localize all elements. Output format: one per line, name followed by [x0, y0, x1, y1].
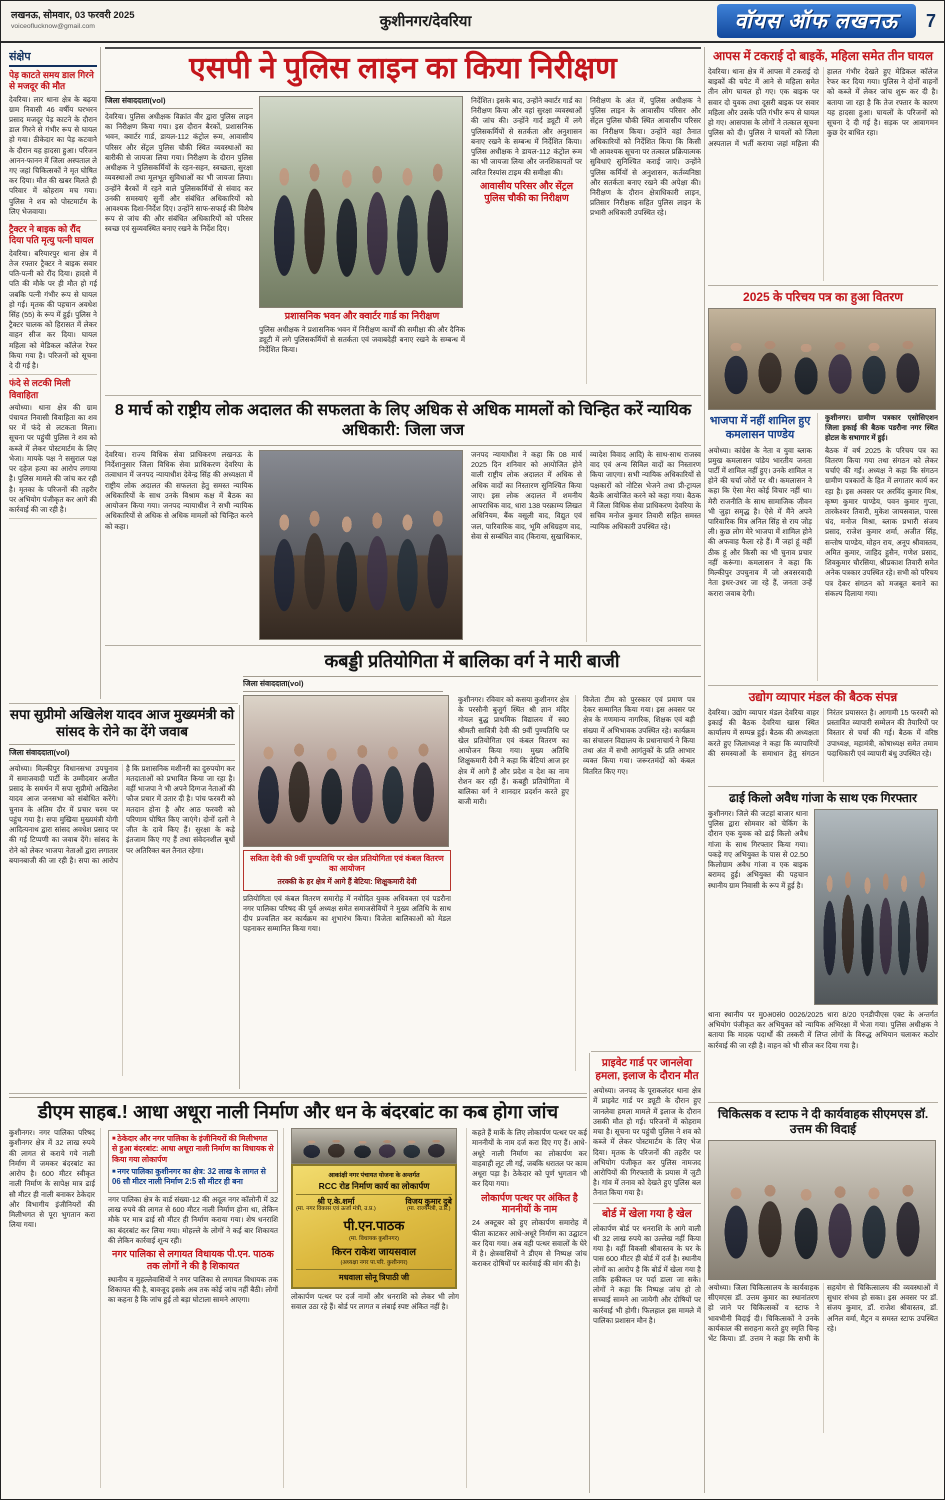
parichay-caption: कुशीनगर। ग्रामीण पत्रकार एसोसिएशन जिला इकाई की बैठक पडरौना नगर स्थित होटल के सभागार में हुई। — [825, 413, 938, 443]
dm-body-3: स्थानीय व मुहल्लेवासियों ने नगर पालिका से लगायत विधायक तक शिकायत की है, बावजूद इसके अब तक कोई जांच नहीं बैठी। लोगों का कहना है कि जांच हुई तो बड़ा घोटाला सामने आएगा। — [108, 1274, 278, 1305]
divider — [708, 285, 938, 286]
lead-body-3b: निरीक्षण के अंत में, पुलिस अधीक्षक ने पुलिस लाइन के आवासीय परिसर और सेंट्रल पुलिस चौकी स्थित आवासीय परिसर का निरीक्षण किया। उन्होंने वहां तैनात अधिकारियों को निर्देशित किया कि किसी भी आवश्यक सूचना पर तत्काल प्रक्रियात्मक सुविधाएं सुनिश्चित कराई जाएं। उन्होंने पुलिस कर्मियों से अनुशासन, कर्तव्यनिष्ठा और सतर्कता बनाए रखने की अपेक्षा की। निरीक्षण के दौरान क्षेत्राधिकारी लाइन, प्रतिसार निरीक्षक सहित पुलिस लाइन के प्रभारी अधिकारी उपस्थित रहे। — [590, 96, 701, 218]
contact-email: voiceoflucknow@gmail.com — [11, 22, 95, 30]
foundation-stone-plaque — [291, 1164, 457, 1289]
divider — [9, 1093, 587, 1094]
police-inspection-photo — [259, 96, 463, 308]
guard-story — [593, 1057, 701, 1199]
header-left — [11, 10, 135, 31]
cms-farewell-story — [708, 1107, 938, 1433]
cms-headline: चिकित्सक व स्टाफ ने दी कार्यवाहक सीएमएस डॉ. उत्तम की विदाई — [717, 1107, 929, 1136]
lead-body-2: पुलिस अधीक्षक ने प्रशासनिक भवन में निरीक्षण कार्यों की समीक्षा की और दैनिक ड्यूटी में लगे पुलिसकर्मियों से सतर्कता एवं जवाबदेही बनाए रखने के सम्बन्ध में निर्देशित किया। — [259, 324, 465, 355]
dm-body-5: लोकार्पण पत्थर पर दर्ज नामों और धनराशि को लेकर भी लोग सवाल उठा रहे हैं। बोर्ड पर लागत व लंबाई स्पष्ट अंकित नहीं है। — [291, 1292, 459, 1312]
dm-col-2 — [108, 1128, 284, 1488]
kabaddi-headline: कबड्डी प्रतियोगिता में बालिका वर्ग ने मारी बाजी — [243, 649, 701, 677]
stone-right-name — [405, 1197, 452, 1213]
udyog-headline: उद्योग व्यापार मंडल की बैठक संपन्न — [748, 690, 898, 704]
dm-bullet-2: ■ नगर पालिका कुशीनगर का क्षेत्र: 32 लाख के लागत से 06 सौ मीटर नाली निर्माण 2:5 सौ मीटर ही बना — [112, 1167, 274, 1187]
dm-subhead-stone: लोकार्पण पत्थर पर अंकित है माननीयों के नाम — [481, 1192, 578, 1216]
board-body: लोकार्पण बोर्ड पर धनराशि के आगे वाली थी 32 लाख रुपये का उल्लेख नहीं किया गया है। वहीं विकसी श्रीवास्तव के घर के पास 600 मीटर ही बोर्ड में दर्ज है। स्थानीय लोगों का आरोप है कि बोर्ड में खेला गया है ताकि हकीकत पर पर्दा डाला जा सके। लोगों ने कहा कि निष्पक्ष जांच हो तो सच्चाई सामने आ जायेगी और दोषियों पर कार्रवाई भी होगी। फिलहाल इस मामले में पालिका प्रशासन मौन है। — [593, 1223, 701, 1325]
bjp-story — [708, 413, 818, 681]
sapa-story — [9, 707, 235, 1089]
dm-body-4: कहते हैं मार्के के लिए लोकार्पण पत्थर पर कई माननीयों के नाम दर्ज करा दिए गए हैं। आधे-अधूरे नाली निर्माण का लोकार्पण कर वाहवाही लूट ली गई, जबकि धरातल पर काम अधूरा पड़ा है। ठेकेदार को पूर्ण भुगतान भी कर दिया गया। — [472, 1128, 587, 1189]
masthead: वॉयस ऑफ लखनऊ — [717, 4, 916, 38]
briefs-column — [9, 49, 97, 699]
kabaddi-body-col-1: कुशीनगर। रविवार को कसया कुशीनगर क्षेत्र के परसौनी बुजुर्ग स्थित श्री ज्ञान मंदिर गोयल बुद्ध प्राथमिक विद्यालय में स्व0 श्रीमती सावित्री देवी की 9वीं पुण्यतिथि पर खेल प्रतियोगिता एवं कंबल वितरण का आयोजन किया गया। मुख्य अतिथि शिक्षुकमारी देवी ने कहा कि बेटियां आज हर क्षेत्र में आगे हैं और प्रदेश व देश का नाम रोशन कर रही हैं। कबड्डी प्रतियोगिता में बालिका वर्ग ने शानदार प्रदर्शन करते हुए बाजी मारी। — [458, 695, 576, 1071]
brief-story — [9, 224, 97, 375]
divider — [593, 1203, 701, 1204]
divider — [589, 1053, 590, 1493]
stone-line-1: आकांक्षी नगर पंचायत योजना के अन्तर्गत — [328, 1172, 420, 1180]
dateline: लखनऊ, सोमवार, 03 फरवरी 2025 — [11, 10, 135, 22]
lok-adalat-body-left: देवरिया। राज्य विधिक सेवा प्राधिकरण लखनऊ के निर्देशानुसार जिला विधिक सेवा प्राधिकरण देवरिया के तत्वाधान में जनपद न्यायाधीश देवेन्द्र सिंह की अध्यक्षता में राष्ट्रीय लोक अदालत की सफलता हेतु समस्त न्यायिक अधिकारियों के साथ उनके विश्राम कक्ष में बैठक का आयोजन किया गया। जनपद न्यायाधीश ने सभी न्यायिक अधिकारियों से अधिक से अधिक मामलों को चिन्हित करने को कहा। — [105, 450, 253, 531]
lok-adalat-story — [105, 399, 701, 643]
lead-body-3a: निर्देशित। इसके बाद, उन्होंने क्वार्टर गार्ड का निरीक्षण किया और वहां सुरक्षा व्यवस्थाओं की जांच की। उन्होंने गार्द ड्यूटी में लगे पुलिसकर्मियों से सतर्कता और अनुशासन बनाए रखने के सम्बन्ध में निर्देशित किया। पुलिस अधीक्षक ने डायल-112 कंट्रोल रूम का भी जायजा लिया और जनशिकायतों पर त्वरित रिस्पांस टाइम की समीक्षा की। — [471, 96, 582, 177]
page-header — [1, 1, 945, 43]
kabaddi-box-line-2: तरक्की के हर क्षेत्र में आगे हैं बेटिया: शिक्षुकमारी देवी — [277, 876, 417, 886]
dm-body-2: नगर पालिका क्षेत्र के वार्ड संख्या-12 की अदूल नगर कॉलोनी में 32 लाख रुपये की लागत से 600 मीटर नाली निर्माण होना था, लेकिन मौके पर मात्र ढाई सौ मीटर ही निर्माण कराया गया। शेष धनराशि का बंदरबांट कर लिया गया। मोहल्ले के लोगों ने कई बार शिकायत की लेकिन कार्रवाई शून्य रही। — [108, 1194, 278, 1245]
stone-role: (मा. राज्यमंत्री, उ.प्र.) — [406, 1206, 451, 1213]
brief-headline: फंदे से लटकी मिली विवाहिता — [9, 378, 71, 400]
ganja-story — [708, 791, 938, 1098]
stone-center-name: पी.एन.पाठक — [343, 1218, 405, 1234]
dm-nali-story — [9, 1097, 587, 1493]
ganja-body-2: थाना स्थानीय पर मु0अ0सं0 0026/2025 धारा 8/20 एनडीपीएस एक्ट के अन्तर्गत अभियोग पंजीकृत कर अभियुक्त को न्यायिक अभिरक्षा में भेजा गया। पुलिस अधीक्षक ने बताया कि मादक पदार्थों की तस्करी में लिप्त लोगों के विरुद्ध अभियान चलाकर कठोर कार्रवाई की जा रही है। वाहन को भी सीज कर दिया गया है। — [708, 1010, 938, 1050]
divider — [708, 685, 938, 686]
header-right — [717, 4, 936, 38]
kabaddi-highlight-box — [243, 850, 451, 891]
udyog-body: देवरिया। उद्योग व्यापार मंडल देवरिया वाहर इकाई की बैठक देवरिया खास स्थित कार्यालय में सम्पन्न हुई। बैठक की अध्यक्षता करते हुए जिलाध्यक्ष ने कहा कि व्यापारियों की समस्याओं के समाधान हेतु संगठन निरंतर प्रयासरत है। आगामी 15 फरवरी को प्रस्तावित व्यापारी सम्मेलन की तैयारियों पर विस्तार से चर्चा की गई। बैठक में वरिष्ठ उपाध्यक्ष, महामंत्री, कोषाध्यक्ष समेत तमाम पदाधिकारी एवं व्यापारी बंधु उपस्थित रहे। — [708, 708, 938, 758]
kabaddi-ceremony-photo — [243, 695, 449, 847]
stone-bottom-line: मधवाला सोनू त्रिपाठी जी — [296, 1269, 452, 1283]
stone-left-name — [296, 1197, 376, 1213]
lead-col-right — [471, 96, 701, 384]
parichay-headline: 2025 के परिचय पत्र का हुआ वितरण — [743, 290, 903, 304]
guard-headline: प्राइवेट गार्ड पर जानलेवा हमला, इलाज के दौरान मौत — [595, 1057, 699, 1083]
dm-body-6: 24 अक्टूबर को हुए लोकार्पण समारोह में फीता काटकर आधे-अधूरे निर्माण का उद्घाटन कर दिया गया। अब वही पत्थर सवालों के घेरे में है। क्षेत्रवासियों ने डीएम से निष्पक्ष जांच कराकर दोषियों पर कार्रवाई की मांग की है। — [472, 1218, 587, 1269]
lead-story — [105, 47, 701, 393]
board-story — [593, 1208, 701, 1326]
divider — [708, 786, 938, 787]
brief-headline: पेड़ काटते समय डाल गिरने से मजदूर की मौत — [9, 70, 94, 92]
kabaddi-body-left: प्रतियोगिता एवं कंबल वितरण समारोह में नवोदित युवक अधिवक्ता एवं पडरौना नगर पालिका परिषद की पूर्व अध्यक्ष समेत समाजसेवियों ने मुख्य अतिथि के साथ दीप प्रज्वलित कर कार्यक्रम का शुभारंभ किया। विजेता बालिकाओं को मेडल पहनाकर सम्मानित किया गया। — [243, 893, 451, 934]
bike-crash-body: देवरिया। थाना क्षेत्र में आपस में टकराई दो बाइकों की चपेट में आने से महिला समेत तीन लोग घायल हो गए। एक बाइक पर सवार दो युवक तथा दूसरी बाइक पर सवार महिला और उसके पति गंभीर रूप से घायल हो गए। आसपास के लोगों ने तत्काल सूचना पुलिस को दी। पुलिस ने घायलों को जिला अस्पताल में भर्ती कराया जहां महिला की हालत गंभीर देखते हुए मेडिकल कॉलेज रेफर कर दिया गया। पुलिस ने दोनों वाहनों को कब्जे में लेकर जांच शुरू कर दी है। बताया जा रहा है कि तेज रफ्तार के कारण यह हादसा हुआ। घायलों के परिजनों को सूचना दे दी गई है। सड़क पर आवागमन कुछ देर बाधित रहा। — [708, 67, 938, 148]
brief-headline: ट्रैक्टर ने बाइक को रौंद दिया पति मृत्यु पत्नी घायल — [9, 224, 94, 246]
parichay-text-col — [825, 413, 938, 681]
stone-role-2: (अध्यक्षा नगर पा.परि. कुशीनगर) — [340, 1260, 408, 1267]
lead-headline: एसपी ने पुलिस लाइन का किया निरीक्षण — [105, 47, 701, 92]
stone-line-2: RCC रोड निर्माण कार्य का लोकार्पण — [296, 1181, 452, 1195]
kabaddi-body-col-2: विजेता टीम को पुरस्कार एवं प्रमाण पत्र देकर सम्मानित किया गया। इस अवसर पर क्षेत्र के गणमान्य नागरिक, शिक्षक एवं बड़ी संख्या में अभिभावक उपस्थित रहे। कार्यक्रम का संचालन विद्यालय के प्रधानाचार्य ने किया तथा अंत में सभी आगंतुकों के प्रति आभार व्यक्त किया गया। जरूरतमंदों को कंबल वितरित किए गए। — [583, 695, 695, 776]
dm-col-4 — [466, 1128, 587, 1488]
dm-bullet-box — [108, 1130, 278, 1193]
sapa-body: अयोध्या। मिल्कीपुर विधानसभा उपचुनाव में समाजवादी पार्टी के उम्मीदवार अजीत प्रसाद के समर्थन में सपा सुप्रीमो अखिलेश यादव आज जनसभा को संबोधित करेंगे। चुनाव के अंतिम दौर में प्रचार चरम पर पहुंच गया है। सपा मुखिया मुख्यमंत्री योगी आदित्यनाथ द्वारा सांसद अवधेश प्रसाद पर की गई टिप्पणी का जवाब देंगे। सांसद के रोने को लेकर भाजपा नेताओं द्वारा लगातार बयानबाजी की जा रही है। सपा का आरोप है कि प्रशासनिक मशीनरी का दुरुपयोग कर मतदाताओं को प्रभावित किया जा रहा है। वहीं भाजपा ने भी अपने दिग्गज नेताओं की फौज प्रचार में उतार दी है। पांच फरवरी को मतदान होना है और आठ फरवरी को परिणाम घोषित किए जाएंगे। दोनों दलों ने जीत के दावे किए हैं। सुरक्षा के कड़े इंतजाम किए गए हैं तथा संवेदनशील बूथों पर अतिरिक्त बल तैनात रहेगा। — [9, 763, 235, 865]
stone-role: (मा. नगर विकास एवं ऊर्जा मंत्री, उ.प्र.) — [296, 1206, 376, 1213]
kabaddi-byline: जिला संवाददाता(vol) — [243, 679, 443, 692]
stone-center-role: (मा. विधायक कुशीनगर) — [348, 1236, 399, 1243]
divider — [708, 1102, 938, 1103]
brief-body: देवरिया। लार थाना क्षेत्र के बढ़या ग्राम निवासी 46 वर्षीय घरभरन प्रसाद मजदूर पेड़ काटने के दौरान डाल गिरने से गंभीर रूप से घायल हो गया। ठीकेदार का पेड़ कटवाने के दौरान यह हादसा हुआ। परिजन आनन-फानन में जिला अस्पताल ले गए जहां चिकित्सकों ने मृत घोषित कर दिया। मौत की खबर मिलते ही परिवार में कोहराम मच गया। पुलिस ने शव को पोस्टमार्टम के लिए भेजवाया। — [9, 94, 97, 216]
bike-crash-headline: आपस में टकराई दो बाइकें, महिला समेत तीन घायल — [712, 49, 934, 63]
right-column — [708, 47, 938, 1493]
kabaddi-story — [243, 649, 701, 1089]
brief-story — [9, 378, 97, 519]
stone-name-2: किरन राकेश जायसवाल — [331, 1247, 417, 1259]
lead-col-left — [105, 96, 253, 384]
lead-subhead-1: प्रशासनिक भवन और क्वार्टर गार्ड का निरीक्षण — [284, 311, 440, 322]
ganja-seizure-photo — [814, 809, 938, 1005]
cms-body: अयोध्या। जिला चिकित्सालय के कार्यवाहक सीएमएस डॉ. उत्तम कुमार का स्थानांतरण हो जाने पर चिकित्सकों व स्टाफ ने भावभीनी विदाई दी। चिकित्सकों ने उनके कार्यकाल की सराहना करते हुए स्मृति चिन्ह भेंट किया। डॉ. उत्तम ने कहा कि सभी के सहयोग से चिकित्सालय की व्यवस्थाओं में सुधार संभव हो सका। इस अवसर पर डॉ. संजय कुमार, डॉ. राजेश श्रीवास्तव, डॉ. अनिल वर्मा, मैट्रन व समस्त स्टाफ उपस्थित रहे। — [708, 1283, 938, 1344]
kabaddi-col-left — [243, 695, 451, 1071]
sapa-body-cols — [9, 764, 235, 1076]
lead-col-center — [259, 96, 465, 384]
divider — [105, 395, 701, 396]
lok-adalat-headline: 8 मार्च को राष्ट्रीय लोक अदालत की सफलता के लिए अधिक से अधिक मामलों को चिन्हित करें न्यायिक अधिकारी: जिला जज — [105, 399, 701, 446]
parichay-body: बैठक में वर्ष 2025 के परिचय पत्र का वितरण किया गया तथा संगठन को लेकर चर्चाएं की गईं। अध्यक्ष ने कहा कि संगठन ग्रामीण पत्रकारों के हित में लगातार कार्य कर रहा है। इस अवसर पर अरविंद कुमार मिश्र, कृष्ण कुमार पाण्डेय, पवन कुमार गुप्ता, तारकेश्वर तिवारी, मुकेश जायसवाल, पारस चंद, मनोज मिश्रा, ब्लाक प्रभारी संजय प्रसाद, राजेश कुमार शर्मा, अजीत सिंह, सन्तोष पाण्डेय, मोहन राय, अनूप श्रीवास्तव, अमित कुमार, जाहिद हुसैन, गणेश प्रसाद, शिवकुमार चौरसिया, श्रीप्रकाश तिवारी समेत अनेक पत्रकार उपस्थित रहे। सभी को परिचय पत्र देकर संगठन को मजबूत बनाने का संकल्प दिलाया गया। — [825, 445, 938, 598]
stone-name: श्री ए.के.शर्मा — [317, 1197, 355, 1207]
ganja-body: कुशीनगर। जिले की जटहां बाजार थाना पुलिस द्वारा सोमवार को चेकिंग के दौरान एक युवक को ढाई किलो अवैध गांजा के साथ गिरफ्तार किया गया। पकड़े गए अभियुक्त के पास से 02.50 किलोग्राम अवैध गांजा व एक बाइक बरामद हुई। अभियुक्त की पहचान स्थानीय ग्राम निवासी के रूप में हुई है। — [708, 809, 808, 890]
lead-intro: देवरिया। पुलिस अधीक्षक विक्रांत वीर द्वारा पुलिस लाइन का निरीक्षण किया गया। इस दौरान बैरकों, प्रशासनिक भवन, क्वार्टर गार्ड, डायल-112 कंट्रोल रूम, आवासीय परिसर और सेंट्रल पुलिस चौकी स्थित व्यवस्थाओं का बारीकी से जायजा लिया गया। निरीक्षण के दौरान पुलिस अधीक्षक ने पुलिसकर्मियों के रहन-सहन, स्वच्छता, सुरक्षा व्यवस्थाओं तथा मूलभूत सुविधाओं का भी जायजा लिया। उन्होंने बैरकों में रहने वाले पुलिसकर्मियों से संवाद कर उनकी समस्याएं सुनीं और संबंधित अधिकारियों को आवश्यक दिशा-निर्देश दिए। उन्होंने साफ-सफाई की विशेष रूप से जांच की और संबंधित अधिकारियों को परिसर स्वच्छ एवं सुव्यवस्थित बनाए रखने के निर्देश दिए। — [105, 112, 253, 234]
dm-headline: डीएम साहब.! आधा अधूरा नाली निर्माण और धन के बंदरबांट का कब होगा जांच — [9, 1097, 587, 1125]
brief-body: देवरिया। बरियारपुर थाना क्षेत्र में तेज रफ्तार ट्रैक्टर ने बाइक सवार पति-पत्नी को रौंद दिया। हादसे में पति की मौके पर ही मौत हो गई जबकि पत्नी गंभीर रूप से घायल हो गई। मृतक की पहचान अवधेश सिंह (55) के रूप में हुई। पुलिस ने ट्रैक्टर चालक को हिरासत में लेकर वाहन सीज कर दिया। घायल महिला को मेडिकल कॉलेज रेफर किया गया है। परिजनों को सूचना दे दी गई है। — [9, 248, 97, 371]
udyog-story — [708, 690, 938, 782]
kabaddi-box-line-1: सविता देवी की 9वीं पुण्यतिथि पर खेल प्रतियोगिता एवं कंबल वितरण का आयोजन — [250, 854, 444, 874]
brief-story — [9, 70, 97, 221]
divider — [105, 645, 701, 646]
dm-col-stone — [291, 1128, 459, 1488]
bike-crash-story — [708, 49, 938, 281]
dm-body-1: कुशीनगर। नगर पालिका परिषद कुशीनगर क्षेत्र में 32 लाख रुपये की लागत से कराये गये नाली निर्माण में जमकर बंदरबांट का आरोप है। 600 मीटर स्वीकृत नाली निर्माण के सापेक्ष मात्र ढाई सौ मीटर ही नाली बनाकर ठेकेदार और विभागीय इंजीनियरों की मिलीभगत से पूरा भुगतान करा लिया गया। — [9, 1128, 101, 1488]
stone-names-row — [296, 1197, 452, 1213]
stone-name: विजय कुमार दुबे — [405, 1197, 452, 1207]
edition-label: कुशीनगर/देवरिया — [379, 13, 472, 30]
divider — [100, 47, 101, 699]
sapa-byline: जिला संवाददाता(vol) — [9, 748, 235, 761]
ganja-headline: ढाई किलो अवैध गांजा के साथ एक गिरफ्तार — [729, 791, 917, 805]
page-number: 7 — [925, 10, 936, 31]
dm-subhead-complaint: नगर पालिका से लगायत विधायक पी.एन. पाठक तक लोगों ने की है शिकायत — [112, 1248, 274, 1272]
lok-adalat-text: जनपद न्यायाधीश ने कहा कि 08 मार्च 2025 दिन शनिवार को आयोजित होने वाली राष्ट्रीय लोक अदालत में अधिक से अधिक वादों का निस्तारण सुनिश्चित किया जाए। इस लोक अदालत में शमनीय आपराधिक वाद, धारा 138 परक्राम्य लिखत अधिनियम, बैंक वसूली वाद, विद्युत एवं जल, पारिवारिक वाद, भूमि अधिग्रहण वाद, सेवा से सम्बंधित वाद (किराया, सुखाधिकार, व्यादेश विवाद आदि) के साथ-साथ राजस्व वाद एवं अन्य सिविल वादों का निस्तारण किया जाएगा। सभी न्यायिक अधिकारियों से पक्षकारों को नोटिस भेजने तथा प्री-ट्रायल बैठकें आयोजित करने को कहा गया। बैठक में जिला विधिक सेवा प्राधिकरण देवरिया के सचिव मनोज कुमार तिवारी सहित समस्त न्यायिक अधिकारी उपस्थित रहे। — [471, 450, 701, 541]
guard-body: अयोध्या। जनपद के पूराकलंदर थाना क्षेत्र में प्राइवेट गार्ड पर ड्यूटी के दौरान हुए जानलेवा हमला मामले में इलाज के दौरान उसकी मौत हो गई। परिजनों में कोहराम मचा है। सूचना पर पहुंची पुलिस ने शव को कब्जे में लेकर पोस्टमार्टम के लिए भेज दिया। मृतक के परिजनों की तहरीर पर अभियोग पंजीकृत कर पुलिस नामजद आरोपियों की गिरफ्तारी के प्रयास में जुटी है। गांव में तनाव को देखते हुए पुलिस बल तैनात किया गया है। — [593, 1086, 701, 1198]
lok-adalat-body-right — [471, 450, 701, 642]
divider — [239, 705, 240, 1089]
briefs-section-label: संक्षेप — [9, 49, 97, 67]
lead-subhead-2: आवासीय परिसर और सेंट्रल पुलिस चौकी का निरीक्षण — [479, 180, 574, 204]
parichay-story — [708, 290, 938, 681]
mid-narrow-column — [593, 1055, 701, 1493]
cms-farewell-photo — [708, 1140, 936, 1280]
brief-body: अयोध्या। थाना क्षेत्र की ग्राम पंचायत निवासी विवाहिता का शव घर में फंदे से लटकता मिला। सूचना पर पहुंची पुलिस ने शव को कब्जे में लेकर पोस्टमार्टम के लिए भेजा। मायके पक्ष ने ससुराल पक्ष पर दहेज हत्या का आरोप लगाया है। पुलिस मामले की जांच कर रही है। मृतका के परिजनों की तहरीर पर अभियोग पंजीकृत कर आगे की कार्रवाई की जा रही है। — [9, 402, 97, 514]
inauguration-photo-strip — [291, 1128, 457, 1164]
journalists-group-photo — [708, 308, 936, 410]
sapa-headline: सपा सुप्रीमो अखिलेश यादव आज मुख्यमंत्री को सांसद के रोने का देंगे जवाब — [9, 707, 235, 745]
dm-bullet-1: ■ ठेकेदार और नगर पालिका के इंजीनियरों की मिलीभगत से हुआ बंदरबांट: आधा अधूरा नाली निर्माण का विधायक से किया गया लोकार्पण — [112, 1134, 274, 1164]
divider — [9, 703, 238, 704]
bjp-body: अयोध्या। कांग्रेस के नेता व युवा ब्लाक प्रमुख कमलासन पांडेय भारतीय जनता पार्टी में शामिल नहीं हुए। उनके शामिल न होने की चर्चा जोरों पर थी। कमलासन ने कहा कि ऐसा मेरा कोई विचार नहीं था। मेरी राजनीति के साथ सामाजिक जीवन भी जुड़ा समृद्ध है। ऐसे में मैंने अपने पारिवारिक मित्र अनिल सिंह से राय जोड़ ली। कुछ लोग मेरे भाजपा में शामिल होने की अफवाह फैला रहे हैं। मैं जहां हूं वहीं ठीक हूं और किसी का भी चुनाव प्रचार नहीं करूंगा। कमलासन ने कहा कि मिल्कीपुर उपचुनाव में जो अवसरवादी नेता इधर-उधर जा रहे हैं, जनता उन्हें करारा जवाब देगी। — [708, 445, 812, 598]
judges-meeting-photo — [259, 450, 463, 640]
board-headline: बोर्ड में खेला गया है खेल — [602, 1207, 692, 1220]
bjp-headline: भाजपा में नहीं शामिल हुए कमलासन पाण्डेय — [709, 415, 811, 441]
divider — [704, 47, 705, 1493]
lead-byline: जिला संवाददाता(vol) — [105, 96, 253, 109]
